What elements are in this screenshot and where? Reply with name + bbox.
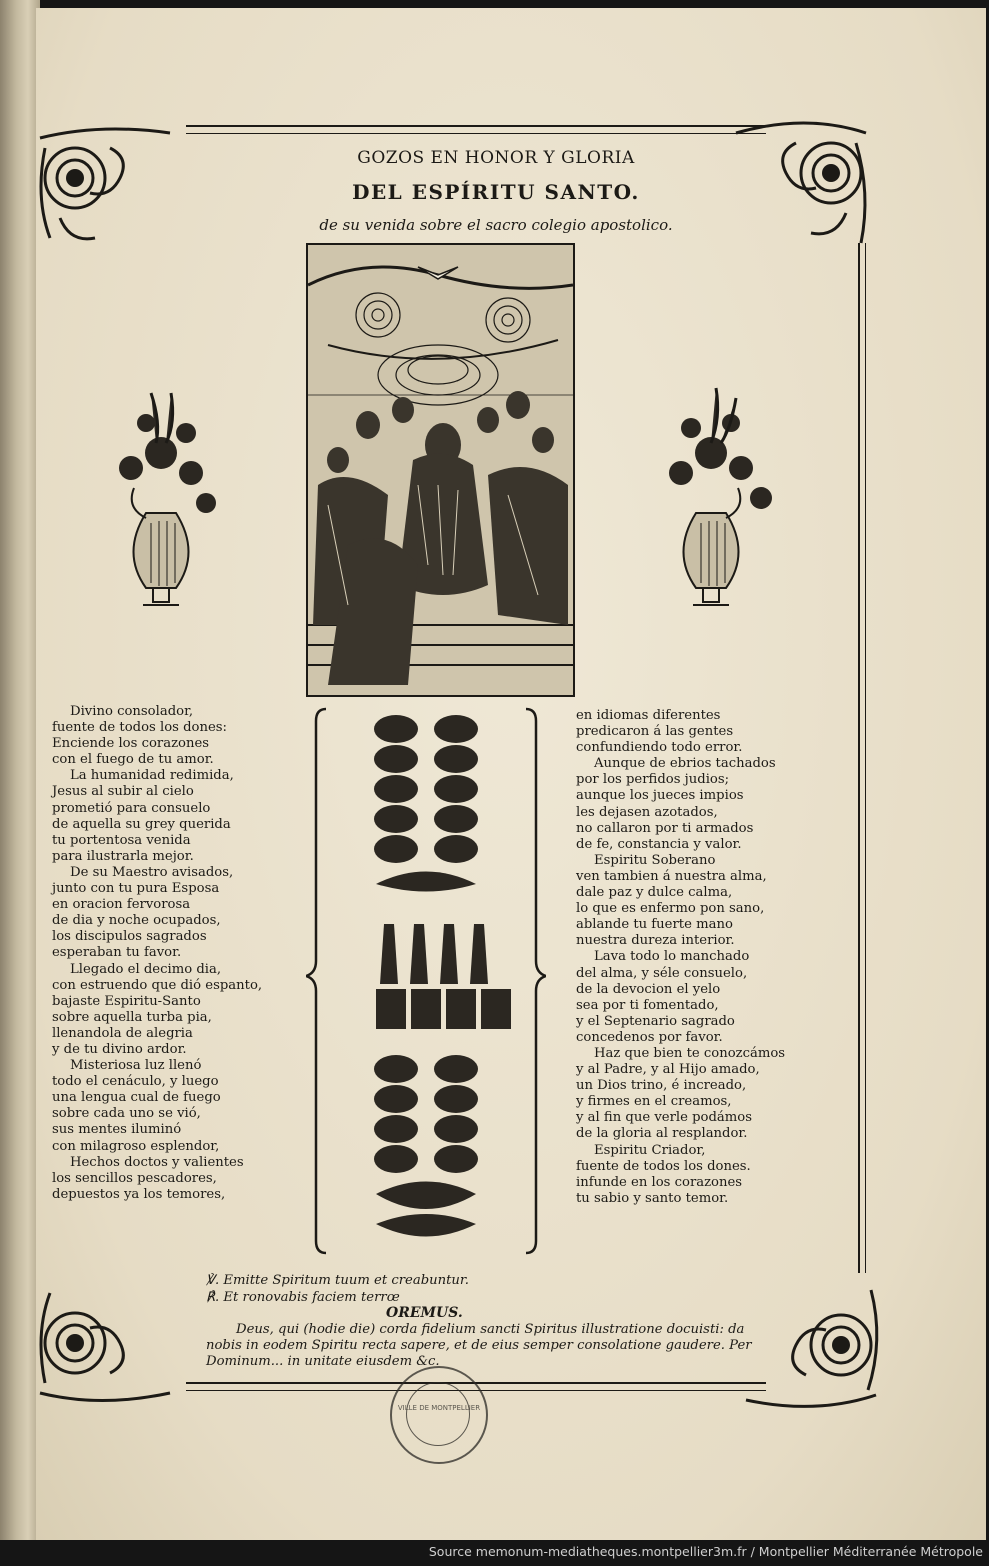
verse-line: depuestos ya los temores,	[52, 1186, 226, 1202]
verse-line: con el fuego de tu amor.	[52, 752, 214, 768]
verse-line: por los perfidos judios;	[576, 772, 730, 788]
verse-line: en oracion fervorosa	[52, 897, 191, 913]
verse-line: de aquella su grey querida	[52, 816, 231, 832]
verse-line: Divino consolador,	[70, 704, 194, 719]
verse-line: les dejasen azotados,	[576, 804, 718, 820]
verse-line: con estruendo que dió espanto,	[52, 977, 263, 993]
verse-line: sea por ti fomentado,	[576, 997, 719, 1013]
verse-line: tu portentosa venida	[52, 832, 191, 848]
verse-line: sus mentes iluminó	[52, 1122, 182, 1138]
verse-line: Hechos doctos y valientes	[70, 1154, 244, 1170]
verse-line: y al Padre, y al Hijo amado,	[576, 1062, 760, 1078]
verse-line: un Dios trino, é increado,	[576, 1078, 747, 1094]
verse-line: De su Maestro avisados,	[70, 864, 234, 880]
verse-line: una lengua cual de fuego	[52, 1090, 221, 1106]
frame-right-rule	[858, 243, 866, 1273]
verse-line: sobre cada uno se vió,	[52, 1106, 201, 1122]
verse-line: con milagroso esplendor,	[52, 1138, 220, 1154]
verse-line: y al fin que verle podámos	[576, 1110, 752, 1126]
verse-line: los sencillos pescadores,	[52, 1170, 217, 1186]
verse-line: todo el cenáculo, y luego	[52, 1074, 219, 1090]
central-ornament-column	[306, 704, 546, 1264]
verse-line: de la devocion el yelo	[576, 981, 721, 997]
verse-line: nuestra dureza interior.	[576, 933, 735, 949]
verse-line: aunque los jueces impios	[576, 788, 744, 804]
verse-line: fuente de todos los dones.	[576, 1158, 751, 1174]
response: ℟. Et ronovabis faciem terrœ	[206, 1290, 400, 1305]
verse-line: Jesus al subir al cielo	[52, 784, 194, 800]
flower-vase-right	[641, 383, 781, 623]
book-spine	[0, 0, 40, 1540]
verse-line: fuente de todos los dones:	[52, 720, 227, 736]
verse-line: de dia y noche ocupados,	[52, 913, 221, 929]
verse-line: Espiritu Soberano	[594, 852, 716, 868]
verse-line: sobre aquella turba pia,	[52, 1009, 212, 1025]
verse-line: junto con tu pura Esposa	[52, 881, 220, 897]
corner-ornament-top-left	[36, 118, 180, 268]
verse-line: lo que es enfermo pon sano,	[576, 901, 765, 917]
verse-line: y el Septenario sagrado	[576, 1013, 735, 1029]
verse-line: los discipulos sagrados	[52, 929, 207, 945]
corner-ornament-bottom-left	[36, 1263, 180, 1413]
verse-line: de fe, constancia y valor.	[576, 836, 742, 852]
verse-line: ven tambien á nuestra alma,	[576, 868, 767, 884]
verse-line: Haz que bien te conozcámos	[594, 1045, 786, 1061]
verse-line: Lava todo lo manchado	[594, 949, 750, 965]
library-stamp	[390, 1366, 488, 1464]
verse-line: en idiomas diferentes	[576, 708, 721, 723]
verse-line: Enciende los corazones	[52, 736, 210, 752]
verse-line: Llegado el decimo dia,	[70, 961, 222, 977]
verse-line: prometió para consuelo	[52, 800, 211, 816]
verses-right-column	[576, 708, 785, 1207]
versicle: ℣. Emitte Spiritum tuum et creabuntur.	[206, 1273, 469, 1288]
verse-line: del alma, y séle consuelo,	[576, 965, 748, 981]
verse-line: confundiendo todo error.	[576, 740, 743, 756]
verse-line: y firmes en el creamos,	[576, 1094, 732, 1110]
flower-vase-left	[91, 383, 231, 623]
verses-left-column	[52, 704, 262, 1203]
verse-line: de la gloria al resplandor.	[576, 1126, 748, 1142]
prayer-text: Deus, qui (hodie die) corda fidelium sancti Spiritus illustratione docuisti: da nobis in eodem Spiritu recta sapere, et de eius semper consolatione gaudere. Per Dominum... in unitate eiusdem &c.	[206, 1322, 752, 1369]
subtitle: de su venida sobre el sacro colegio apostolico.	[319, 216, 673, 234]
pentecost-engraving	[306, 243, 575, 697]
verse-line: para ilustrarla mejor.	[52, 848, 194, 864]
verse-line: dale paz y dulce calma,	[576, 885, 733, 901]
stamp-text: VILLE DE MONTPELLIER	[397, 1404, 481, 1412]
verse-line: predicaron á las gentes	[576, 724, 734, 740]
verse-line: ablande tu fuerte mano	[576, 917, 733, 933]
verse-line: llenandola de alegria	[52, 1025, 193, 1041]
verse-line: bajaste Espiritu-Santo	[52, 993, 201, 1009]
source-caption: Source memonum-mediatheques.montpellier3m.fr / Montpellier Méditerranée Métropole	[428, 1544, 983, 1559]
verse-line: Espiritu Criador,	[594, 1142, 706, 1158]
verse-line: La humanidad redimida,	[70, 768, 234, 784]
oremus-heading: OREMUS.	[386, 1305, 463, 1321]
verse-line: Misteriosa luz llenó	[70, 1058, 202, 1074]
frame-top-rule	[186, 125, 766, 134]
document-page	[36, 8, 986, 1540]
verse-line: infunde en los corazones	[576, 1174, 743, 1190]
title-line-2: DEL ESPÍRITU SANTO.	[352, 180, 640, 204]
verse-line: no callaron por ti armados	[576, 820, 754, 836]
verse-line: esperaban tu favor.	[52, 945, 182, 961]
title-line-1: GOZOS EN HONOR Y GLORIA	[357, 148, 635, 168]
verse-line: y de tu divino ardor.	[52, 1041, 187, 1057]
verse-line: Aunque de ebrios tachados	[594, 756, 776, 772]
verse-line: tu sabio y santo temor.	[576, 1190, 729, 1206]
verse-line: concedenos por favor.	[576, 1029, 723, 1045]
stamp-inner-ring	[406, 1382, 470, 1446]
